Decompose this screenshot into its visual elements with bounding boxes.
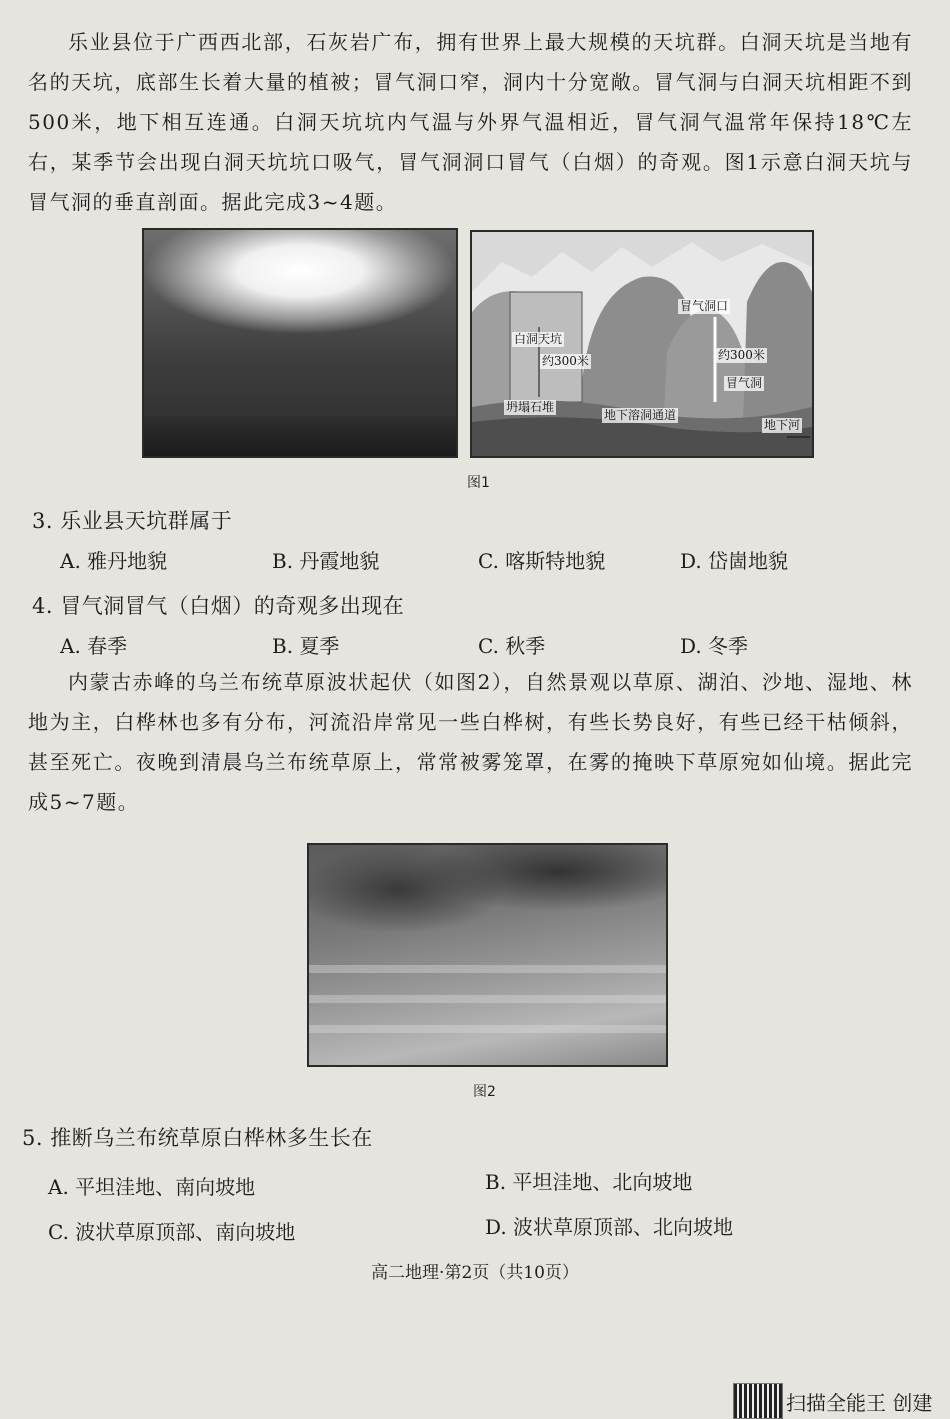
question-text: 冒气洞冒气（白烟）的奇观多出现在 — [60, 594, 405, 618]
passage-karst: 乐业县位于广西西北部，石灰岩广布，拥有世界上最大规模的天坑群。白洞天坑是当地有名的天坑，底部生长着大量的植被；冒气洞口窄，洞内十分宽敞。冒气洞与白洞天坑相距不到500米，地下相互连通。白洞天坑坑内气温与外界气温相近，冒气洞气温常年保持18℃左右，某季节会出现白洞天坑坑口吸气，冒气洞洞口冒气（白烟）的奇观。图1示意白洞天坑与冒气洞的垂直剖面。据此完成3~4题。 — [28, 30, 913, 214]
scanner-watermark: 扫描全能王 创建 — [786, 1391, 933, 1415]
label-depth-right: 约300米 — [718, 348, 765, 362]
question-number: 4. — [32, 594, 54, 618]
sinkhole-photo — [142, 228, 458, 458]
figure2-caption: 图2 — [473, 1084, 496, 1100]
question-text: 乐业县天坑群属于 — [60, 509, 233, 533]
q5-option-d: D. 波状草原顶部、北向坡地 — [485, 1215, 734, 1239]
q5-option-a: A. 平坦洼地、南向坡地 — [48, 1175, 256, 1199]
figure1-caption: 图1 — [467, 475, 490, 491]
q5-option-c: C. 波状草原顶部、南向坡地 — [48, 1220, 296, 1244]
label-maoqi-cave: 冒气洞 — [726, 376, 763, 390]
q5-option-b: B. 平坦洼地、北向坡地 — [485, 1170, 693, 1194]
label-depth-left: 约300米 — [542, 354, 589, 368]
passage-grassland: 内蒙古赤峰的乌兰布统草原波状起伏（如图2），自然景观以草原、湖泊、沙地、湿地、林地为主，白桦林也多有分布，河流沿岸常见一些白桦树，有些长势良好，有些已经干枯倾斜，甚至死亡。夜晚到清晨乌兰布统草原上，常常被雾笼罩，在雾的掩映下草原宛如仙境。据此完成5~7题。 — [28, 670, 913, 814]
question-3-stem — [32, 505, 232, 535]
q4-option-c: C. 秋季 — [478, 634, 546, 658]
q3-option-c: C. 喀斯特地貌 — [478, 549, 606, 573]
q3-option-a: A. 雅丹地貌 — [60, 549, 168, 573]
qr-code-icon — [733, 1383, 783, 1419]
label-underground-channel: 地下溶洞通道 — [604, 408, 677, 422]
page-footer: 高二地理·第2页（共10页） — [371, 1263, 579, 1283]
question-number: 5. — [22, 1126, 44, 1150]
q3-option-d: D. 岱崮地貌 — [680, 549, 789, 573]
q4-option-d: D. 冬季 — [680, 634, 749, 658]
label-baidong-sinkhole: 白洞天坑 — [514, 332, 563, 346]
q3-option-b: B. 丹霞地貌 — [272, 549, 380, 573]
label-cave-mouth: 冒气洞口 — [680, 299, 729, 313]
question-text: 推断乌兰布统草原白桦林多生长在 — [50, 1126, 373, 1150]
question-4-stem — [32, 590, 404, 620]
cave-profile-diagram — [470, 230, 814, 458]
q4-option-b: B. 夏季 — [272, 634, 340, 658]
q4-option-a: A. 春季 — [60, 634, 128, 658]
label-underground-river: 地下河 — [764, 418, 801, 432]
question-number: 3. — [32, 509, 54, 533]
grassland-photo — [307, 843, 668, 1067]
question-5-stem — [22, 1122, 373, 1152]
label-collapse-pile: 坍塌石堆 — [506, 400, 555, 414]
